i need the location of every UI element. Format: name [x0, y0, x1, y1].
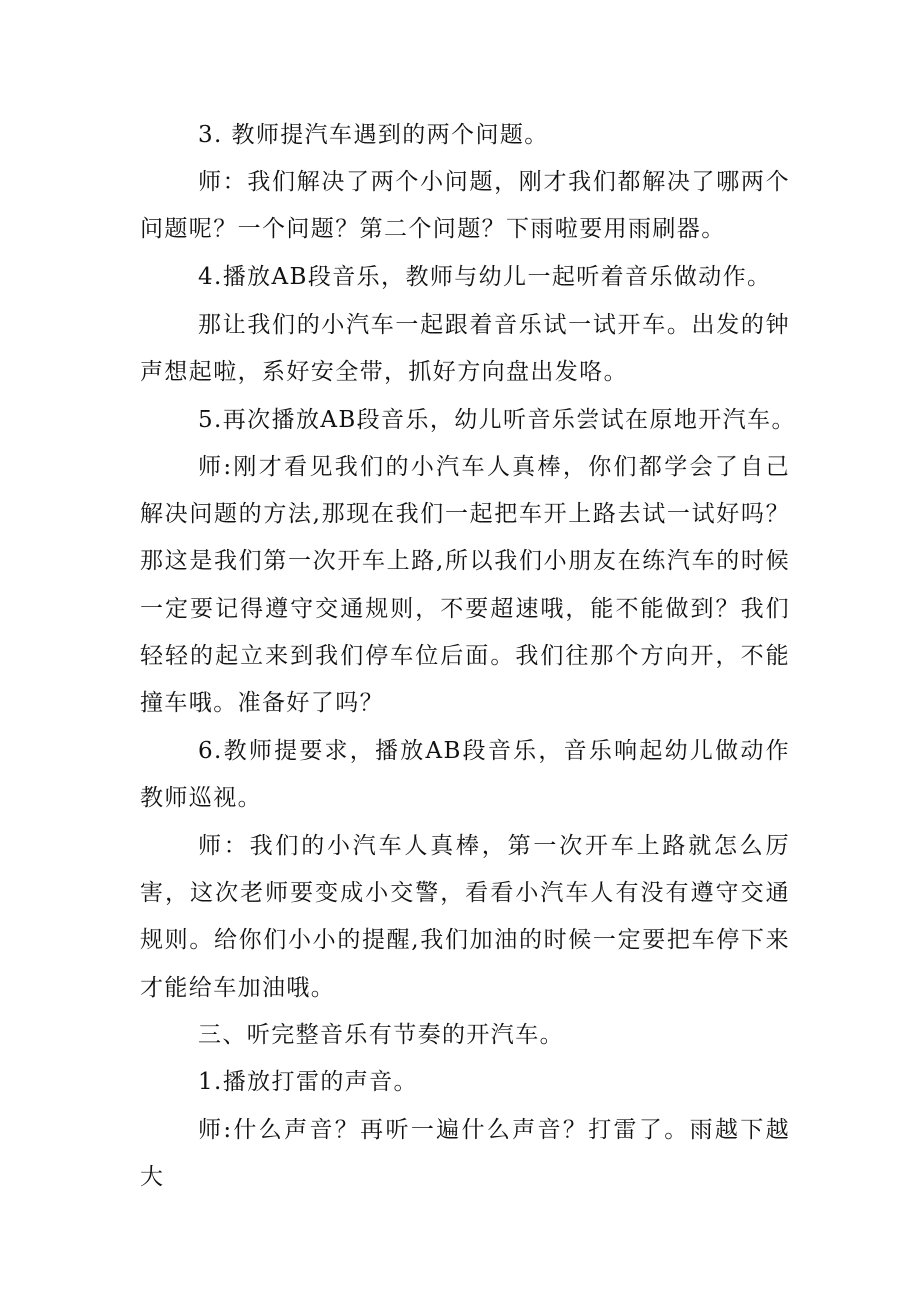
paragraph-step-3: 3. 教师提汽车遇到的两个问题。 [198, 122, 549, 148]
paragraph-teacher-road: 师:刚才看见我们的小汽车人真棒，你们都学会了自己解决问题的方法,那现在我们一起把车开上路去试一试好吗？那这是我们第一次开车上路,所以我们小朋友在练汽车的时候一定要记得遵守交通规则，不要超速哦，能不能做到？我们轻轻的起立来到我们停车位后面。我们往那个方向开，不能撞车哦。准备好了吗？ [140, 454, 790, 717]
paragraph-teacher-thunder: 师:什么声音？再听一遍什么声音？打雷了。雨越下越大 [140, 1117, 790, 1191]
paragraph-try-driving: 那让我们的小汽车一起跟着音乐试一试开车。出发的钟声想起啦，系好安全带，抓好方向盘出发咯。 [140, 312, 790, 386]
paragraph-teacher-problems: 师：我们解决了两个小问题，刚才我们都解决了哪两个问题呢？一个问题？第二个问题？下雨啦要用雨刷器。 [140, 169, 790, 243]
paragraph-teacher-police: 师：我们的小汽车人真棒，第一次开车上路就怎么厉害，这次老师要变成小交警，看看小汽车人有没有遵守交通规则。给你们小小的提醒,我们加油的时候一定要把车停下来才能给车加油哦。 [140, 833, 790, 1001]
section-heading-3: 三、听完整音乐有节奏的开汽车。 [198, 1022, 564, 1048]
paragraph-step-5: 5.再次播放AB段音乐，幼儿听音乐尝试在原地开汽车。 [198, 407, 796, 433]
paragraph-step-1-thunder: 1.播放打雷的声音。 [198, 1069, 418, 1095]
paragraph-step-6: 6.教师提要求，播放AB段音乐，音乐响起幼儿做动作教师巡视。 [140, 738, 790, 812]
paragraph-step-4: 4.播放AB段音乐，教师与幼儿一起听着音乐做动作。 [198, 264, 772, 290]
